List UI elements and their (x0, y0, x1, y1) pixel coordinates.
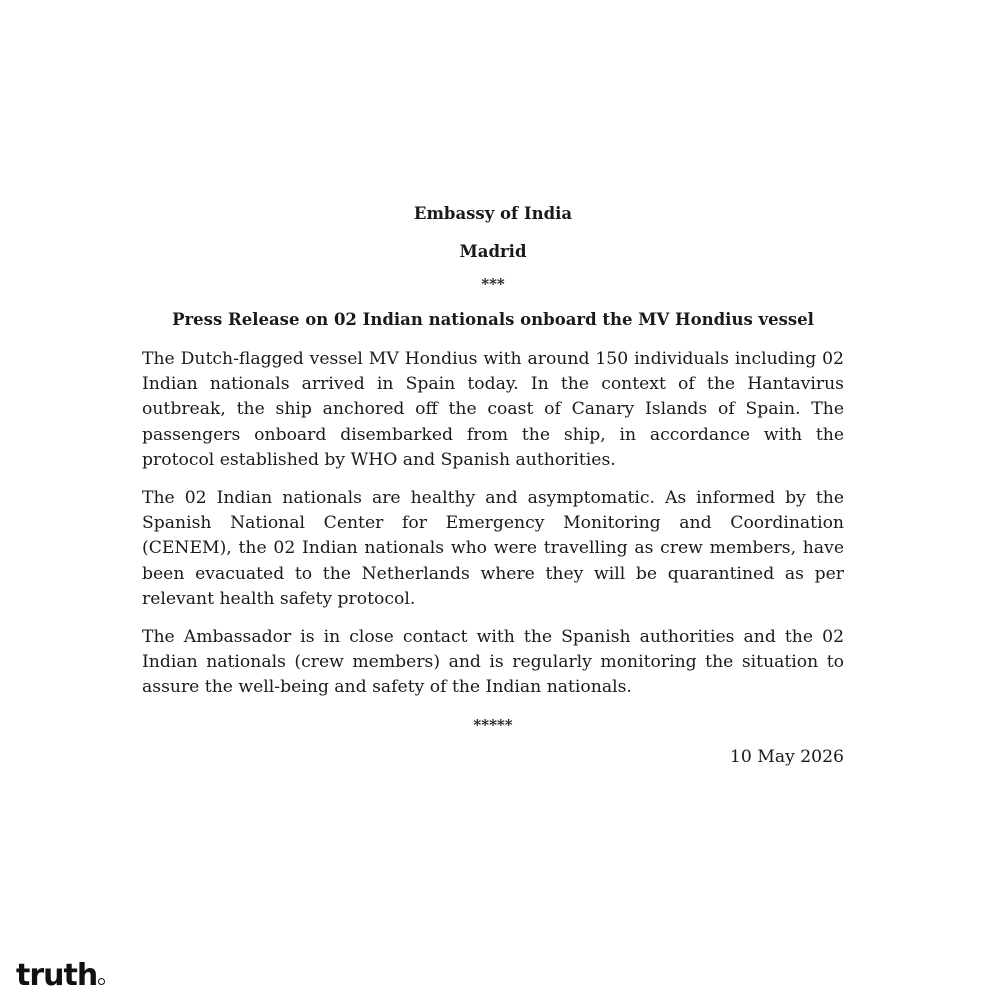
embassy-city: Madrid (459, 242, 527, 261)
body-paragraph-3: The Ambassador is in close contact with the Spanish authorities and the 02 Indian nationals (crew members) and is regularly monitoring the situation to assure the well-being and safety of the Indian nationals. (142, 627, 844, 698)
body-paragraph-2: The 02 Indian nationals are healthy and asymptomatic. As informed by the Spanish National Center for Emergency Monitoring and Coordination (CENEM), the 02 Indian nationals who were travelling as crew members, have been evacuated to the Netherlands where they will be quarantined as per relevant health safety protocol. (142, 488, 844, 609)
body-paragraph-1: The Dutch-flagged vessel MV Hondius with around 150 individuals including 02 Indian nationals arrived in Spain today. In the context of the Hantavirus outbreak, the ship anchored off the coast of Canary Islands of Spain. The passengers onboard disembarked from the ship, in accordance with the protocol established by WHO and Spanish authorities. (142, 349, 844, 470)
truth-logo-text: truth (16, 958, 98, 993)
truth-logo (16, 958, 105, 994)
end-marker: ***** (473, 715, 513, 734)
header-separator: *** (481, 275, 505, 293)
press-release-title: Press Release on 02 Indian nationals onboard the MV Hondius vessel (172, 310, 814, 329)
logo-dot-icon (98, 978, 105, 985)
embassy-name: Embassy of India (413, 204, 573, 223)
press-release-document (142, 196, 844, 769)
release-date: 10 May 2026 (729, 746, 844, 767)
